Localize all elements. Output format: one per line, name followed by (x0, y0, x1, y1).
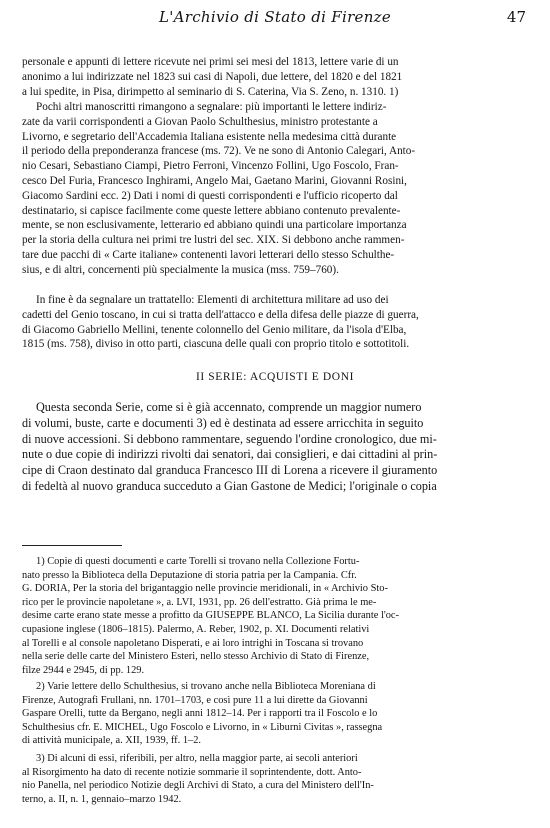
text-line: di attività municipale, a. XII, 1939, ff. 1–2. (22, 735, 202, 747)
footnote-3 (22, 752, 528, 806)
text-line: 2) Varie lettere dello Schulthesius, si trovano anche nella Biblioteca Moreniana di (36, 681, 376, 692)
text-line: al Torelli e al console napoletano Disperati, e ai loro intrighi in Toscana si trovano (22, 637, 364, 649)
text-line: Gaspare Orelli, tutte da Bergano, negli anni 1812–14. Per i rapporti tra il Foscolo e lo (22, 708, 378, 720)
text-line: cipe di Craon destinato dal granduca Francesco III di Lorena a ricevere il giuramento (22, 463, 438, 478)
text-line: anonimo a lui indirizzate nel 1823 sui casi di Napoli, due lettere, del 1820 e del 1821 (22, 70, 403, 83)
text-line: rico per le provincie napoletane », a. LVI, 1931, pp. 26 dell'estratto. Già prima le me- (22, 596, 377, 608)
paragraph-continuation (22, 55, 528, 99)
text-line: nato presso la Biblioteca della Deputazione di storia patria per la Campania. Cfr. (22, 569, 357, 581)
text-line: personale e appunti di lettere ricevute nei primi sei mesi del 1813, lettere varie di un (22, 56, 399, 68)
text-line: nute o due copie di indirizzi rivolti dai senatori, dai consiglieri, e dai cittadini al prin- (22, 447, 438, 462)
text-line: 1815 (ms. 758), diviso in otto parti, ciascuna delle quali con proprio titolo e sottotitoli. (22, 338, 410, 351)
text-line: a lui spedite, in Pisa, dirimpetto al seminario di S. Caterina, Via S. Zeno, n. 1310. 1) (22, 85, 399, 98)
footnote-divider (22, 545, 122, 546)
text-line: cadetti del Genio toscano, in cui si tratta dell'attacco e della difesa delle piazze di guerra, (22, 308, 419, 321)
text-line: Pochi altri manoscritti rimangono a segnalare: più importanti le lettere indiriz- (36, 101, 387, 113)
text-line: filze 2944 e 2945, di pp. 129. (22, 664, 145, 676)
text-line: di nuove accessioni. Si debbono rammentare, seguendo l'ordine cronologico, due mi- (22, 431, 437, 446)
text-line: di Giacomo Gabriello Mellini, tenente colonnello del Genio militare, da l'isola d'Elba, (22, 323, 407, 336)
text-line: il periodo della preponderanza francese (ms. 72). Ve ne sono di Antonio Calegari, Anto- (22, 145, 416, 158)
text-line: di fedeltà al nuovo granduca succeduto a Gian Gastone de Medici; l'originale o copia (22, 478, 437, 493)
text-line: Giacomo Sardini ecc. 2) Dati i nomi di questi corrispondenti e l'ufficio ricoperto dal (22, 189, 398, 202)
text-line: nio Panella, nel periodico Notizie degli Archivi di Stato, a cura del Ministero dell'In- (22, 780, 374, 792)
text-line: nella serie delle carte del Ministero Esteri, nello stesso Archivio di Stato di Firenze, (22, 651, 370, 663)
text-line: cupasione inglese (1806–1815). Palermo, A. Reber, 1902, p. XI. Documenti relativi (22, 623, 370, 635)
paragraph-schulthesius (22, 100, 528, 278)
text-line: al Risorgimento ha dato di recente notizie sommarie il soprintendente, dott. Anto- (22, 766, 362, 778)
text-line: Schulthesius cfr. E. MICHEL, Ugo Foscolo e Livorno, in « Liburni Civitas », rassegna (22, 721, 383, 733)
page-number: 47 (506, 8, 526, 26)
running-header-title: L'Archivio di Stato di Firenze (158, 8, 392, 26)
text-line: di volumi, buste, carte e documenti 3) ed è destinata ad essere arricchita in seguito (22, 415, 424, 430)
footnote-1 (22, 555, 528, 677)
paragraph-section-body (22, 400, 528, 495)
paragraph-trattatello (22, 293, 528, 352)
text-line: terno, a. II, n. 1, gennaio–marzo 1942. (22, 793, 182, 805)
text-line: G. DORIA, Per la storia del brigantaggio nelle provincie meridionali, in « Archivio Sto- (22, 583, 388, 595)
text-line: 3) Di alcuni di essi, riferibili, per altro, nella maggior parte, ai secoli anteriori (36, 753, 358, 764)
text-line: sius, e di altri, concernenti più specialmente la musica (mss. 759–760). (22, 263, 339, 276)
text-line: destinatario, si capisce facilmente come queste lettere abbiano contenuto prevalente- (22, 204, 401, 217)
text-line: tare due pacchi di « Carte italiane» contenenti lavori letterari dello stesso Schulthe- (22, 248, 395, 261)
text-line: desime carte erano state messe a profitto da GIUSEPPE BLANCO, La Sicilia durante l'oc- (22, 610, 399, 622)
text-line: Firenze, Autografi Frullani, nn. 1701–1703, e così pure 11 a lui dirette da Giovanni (22, 694, 368, 706)
footnote-2 (22, 680, 528, 748)
text-line: Livorno, e segretario dell'Accademia Italiana esistente nella medesima città durante (22, 130, 397, 143)
text-line: cesco Del Furia, Francesco Inghirami, Angelo Mai, Gaetano Marini, Giovanni Rosini, (22, 174, 407, 187)
text-line: Questa seconda Serie, come si è già accennato, comprende un maggior numero (36, 400, 422, 414)
text-line: mente, se non esclusivamente, letterario ed abbiano quindi una particolare importanza (22, 219, 407, 232)
text-line: nio Cesari, Sebastiano Ciampi, Pietro Ferroni, Vincenzo Follini, Ugo Foscolo, Fran- (22, 160, 399, 173)
text-line: In fine è da segnalare un trattatello: Elementi di architettura militare ad uso dei (36, 294, 389, 306)
text-line: 1) Copie di questi documenti e carte Torelli si trovano nella Collezione Fortu- (36, 556, 360, 567)
text-line: zate da varii corrispondenti a Giovan Paolo Schulthesius, ministro protestante a (22, 115, 378, 128)
text-line: per la storia della cultura nei primi tre lustri del sec. XIX. Si debbono anche rammen- (22, 234, 405, 247)
section-heading: II SERIE: ACQUISTI E DONI (195, 371, 355, 383)
